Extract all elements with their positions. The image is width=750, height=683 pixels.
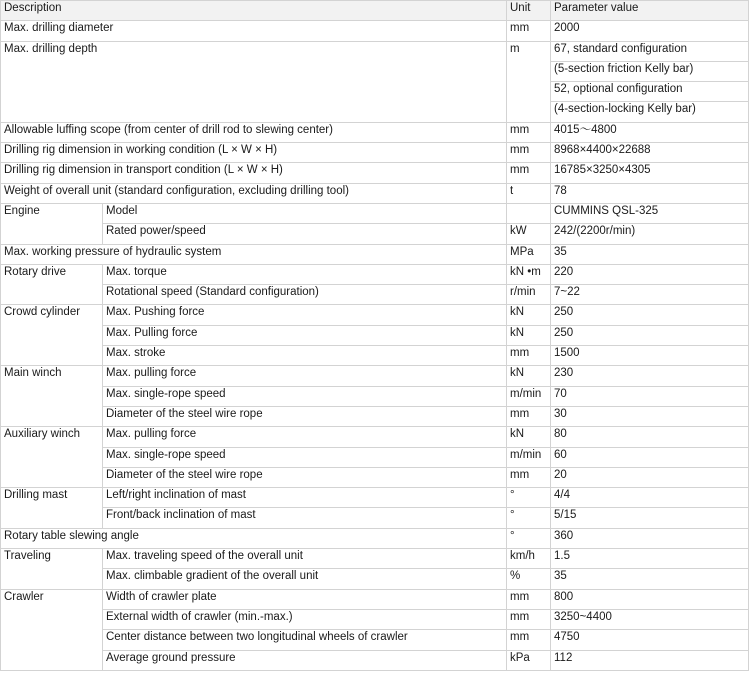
param-unit: kN •m <box>507 264 551 284</box>
table-row <box>1 244 749 264</box>
param-label: Rated power/speed <box>103 224 507 244</box>
param-unit: mm <box>507 346 551 366</box>
table-row <box>1 609 749 629</box>
param-value: 250 <box>551 305 749 325</box>
param-label: External width of crawler (min.-max.) <box>103 609 507 629</box>
table-row <box>1 122 749 142</box>
param-value: 52, optional configuration <box>551 82 749 102</box>
param-value: 1500 <box>551 346 749 366</box>
param-unit: mm <box>507 467 551 487</box>
param-value: 4015～4800 <box>551 122 749 142</box>
param-label: Max. Pulling force <box>103 325 507 345</box>
param-unit <box>507 203 551 223</box>
table-row <box>1 650 749 670</box>
param-value: 30 <box>551 406 749 426</box>
param-value: 35 <box>551 569 749 589</box>
param-value: 80 <box>551 427 749 447</box>
param-value: 20 <box>551 467 749 487</box>
table-row <box>1 41 749 61</box>
param-value: 1.5 <box>551 549 749 569</box>
param-value: 4/4 <box>551 488 749 508</box>
param-unit: kN <box>507 366 551 386</box>
param-value: 16785×3250×4305 <box>551 163 749 183</box>
param-label: Center distance between two longitudinal wheels of crawler <box>103 630 507 650</box>
param-unit: mm <box>507 163 551 183</box>
param-value: 230 <box>551 366 749 386</box>
param-label: Max. torque <box>103 264 507 284</box>
param-unit: r/min <box>507 285 551 305</box>
param-unit: m <box>507 41 551 122</box>
group-label: Engine <box>1 203 103 244</box>
param-label: Left/right inclination of mast <box>103 488 507 508</box>
table-row <box>1 528 749 548</box>
param-label: Max. drilling depth <box>1 41 507 122</box>
param-unit: mm <box>507 589 551 609</box>
table-row <box>1 163 749 183</box>
param-label: Front/back inclination of mast <box>103 508 507 528</box>
param-unit: m/min <box>507 386 551 406</box>
param-value: 4750 <box>551 630 749 650</box>
param-label: Rotary table slewing angle <box>1 528 507 548</box>
group-label: Crawler <box>1 589 103 670</box>
param-unit: ° <box>507 508 551 528</box>
param-value: 8968×4400×22688 <box>551 143 749 163</box>
param-label: Max. single-rope speed <box>103 447 507 467</box>
param-value: 112 <box>551 650 749 670</box>
param-value: CUMMINS QSL-325 <box>551 203 749 223</box>
param-unit: ° <box>507 528 551 548</box>
param-unit: kN <box>507 427 551 447</box>
param-value: 360 <box>551 528 749 548</box>
group-label: Rotary drive <box>1 264 103 305</box>
param-unit: mm <box>507 406 551 426</box>
table-row <box>1 427 749 447</box>
table-row <box>1 569 749 589</box>
param-label: Width of crawler plate <box>103 589 507 609</box>
param-value: (4-section-locking Kelly bar) <box>551 102 749 122</box>
group-label: Auxiliary winch <box>1 427 103 488</box>
param-label: Max. working pressure of hydraulic system <box>1 244 507 264</box>
param-label: Max. Pushing force <box>103 305 507 325</box>
param-unit: mm <box>507 143 551 163</box>
param-label: Weight of overall unit (standard configuration, excluding drilling tool) <box>1 183 507 203</box>
param-unit: mm <box>507 630 551 650</box>
table-row <box>1 589 749 609</box>
param-value: 2000 <box>551 21 749 41</box>
param-label: Max. pulling force <box>103 427 507 447</box>
param-unit: ° <box>507 488 551 508</box>
table-row <box>1 630 749 650</box>
header-unit: Unit <box>507 1 551 21</box>
param-value: (5-section friction Kelly bar) <box>551 61 749 81</box>
param-unit: mm <box>507 21 551 41</box>
table-row <box>1 183 749 203</box>
header-value: Parameter value <box>551 1 749 21</box>
param-value: 35 <box>551 244 749 264</box>
param-label: Diameter of the steel wire rope <box>103 467 507 487</box>
param-label: Max. single-rope speed <box>103 386 507 406</box>
table-row <box>1 143 749 163</box>
table-row <box>1 224 749 244</box>
table-row <box>1 325 749 345</box>
table-row <box>1 549 749 569</box>
table-row <box>1 488 749 508</box>
group-label: Crowd cylinder <box>1 305 103 366</box>
param-value: 60 <box>551 447 749 467</box>
table-row <box>1 366 749 386</box>
param-value: 67, standard configuration <box>551 41 749 61</box>
param-unit: mm <box>507 122 551 142</box>
param-unit: kN <box>507 305 551 325</box>
table-row <box>1 285 749 305</box>
group-label: Drilling mast <box>1 488 103 529</box>
table-row <box>1 406 749 426</box>
param-unit: m/min <box>507 447 551 467</box>
table-row <box>1 21 749 41</box>
table-row <box>1 305 749 325</box>
table-row <box>1 203 749 223</box>
param-value: 250 <box>551 325 749 345</box>
param-value: 220 <box>551 264 749 284</box>
param-label: Max. drilling diameter <box>1 21 507 41</box>
param-unit: MPa <box>507 244 551 264</box>
group-label: Traveling <box>1 549 103 590</box>
param-unit: mm <box>507 609 551 629</box>
param-unit: kPa <box>507 650 551 670</box>
param-unit: kN <box>507 325 551 345</box>
param-value: 7~22 <box>551 285 749 305</box>
param-label: Max. pulling force <box>103 366 507 386</box>
param-label: Max. traveling speed of the overall unit <box>103 549 507 569</box>
param-label: Diameter of the steel wire rope <box>103 406 507 426</box>
param-label: Max. climbable gradient of the overall unit <box>103 569 507 589</box>
param-unit: kW <box>507 224 551 244</box>
param-label: Model <box>103 203 507 223</box>
param-value: 78 <box>551 183 749 203</box>
param-label: Drilling rig dimension in working condition (L × W × H) <box>1 143 507 163</box>
param-label: Drilling rig dimension in transport condition (L × W × H) <box>1 163 507 183</box>
param-unit: t <box>507 183 551 203</box>
param-label: Rotational speed (Standard configuration) <box>103 285 507 305</box>
header-row <box>1 1 749 21</box>
table-row <box>1 386 749 406</box>
param-label: Max. stroke <box>103 346 507 366</box>
table-row <box>1 467 749 487</box>
table-row <box>1 447 749 467</box>
param-label: Allowable luffing scope (from center of drill rod to slewing center) <box>1 122 507 142</box>
param-value: 3250~4400 <box>551 609 749 629</box>
param-unit: % <box>507 569 551 589</box>
param-label: Average ground pressure <box>103 650 507 670</box>
param-unit: km/h <box>507 549 551 569</box>
header-description: Description <box>1 1 507 21</box>
table-row <box>1 264 749 284</box>
table-row <box>1 346 749 366</box>
param-value: 5/15 <box>551 508 749 528</box>
param-value: 70 <box>551 386 749 406</box>
param-value: 800 <box>551 589 749 609</box>
param-value: 242/(2200r/min) <box>551 224 749 244</box>
table-row <box>1 508 749 528</box>
group-label: Main winch <box>1 366 103 427</box>
